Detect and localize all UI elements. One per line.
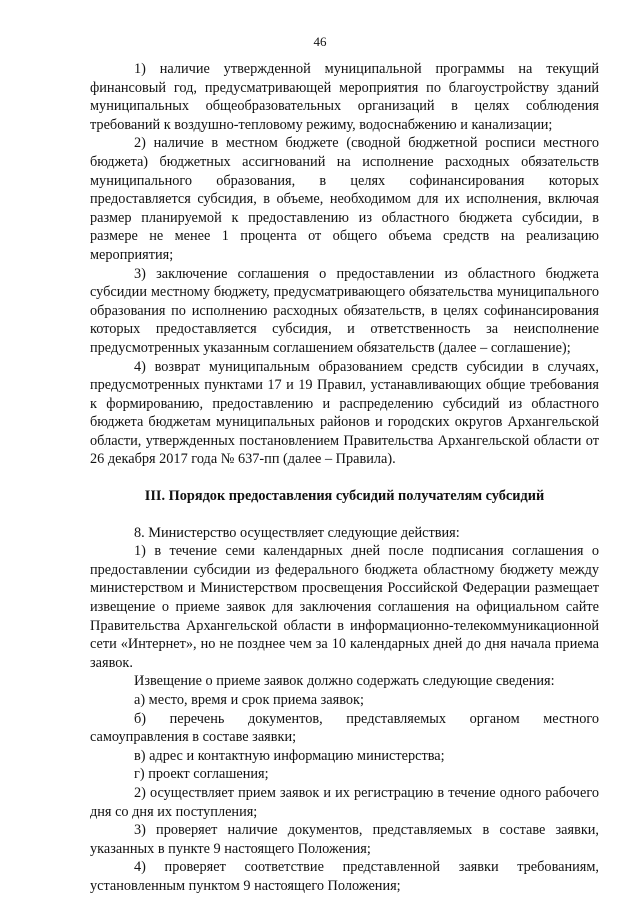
paragraph-item-8: 8. Министерство осуществляет следующие действия:: [134, 524, 460, 541]
paragraph-condition-4: 4) возврат муниципальным образованием средств субсидии в случаях, предусмотренных пунктами 17 и 19 Правил, устанавливающих общие требования к формированию, предоставлению и распределению субсидий из областного бюджета бюджетам муниципальных районов и городских округов Архангельской области, утвержденных постановлением Правительства Архангельской области от 26 декабря 2017 года № 637-пп (далее – Правила).: [90, 358, 599, 468]
paragraph-notice-b: б) перечень документов, представляемых органом местного самоуправления в составе заявки;: [90, 710, 599, 746]
page-number: 46: [313, 34, 327, 49]
paragraph-notice-intro: Извещение о приеме заявок должно содержать следующие сведения:: [134, 673, 555, 690]
section-heading: III. Порядок предоставления субсидий получателям субсидий: [144, 488, 545, 505]
paragraph-notice-a: а) место, время и срок приема заявок;: [134, 692, 364, 708]
paragraph-action-3: 3) проверяет наличие документов, представляемых в составе заявки, указанных в пункте 9 настоящего Положения;: [90, 822, 599, 857]
paragraph-condition-2: 2) наличие в местном бюджете (сводной бюджетной росписи местного бюджета) бюджетных ассигнований на исполнение расходных обязательств муниципального образования, в целях софинансирования которых предоставляется субсидия, в объеме, необходимом для их исполнения, включая размер планируемой к предоставлению из областного бюджета субсидии, в размере не менее 1 процента от общего объема средств на реализацию мероприятия;: [90, 135, 599, 263]
paragraph-notice-v: в) адрес и контактную информацию министерства;: [134, 747, 445, 764]
paragraph-action-4: 4) проверяет соответствие представленной заявки требованиям, установленным пунктом 9 настоящего Положения;: [90, 859, 599, 894]
paragraph-action-1: 1) в течение семи календарных дней после подписания соглашения о предоставлении субсидии из федерального бюджета областному бюджету между министерством и Министерством просвещения Российской Федерации размещает извещение о приеме заявок для заключения соглашения на официальном сайте Правительства Архангельской области в информационно-телекоммуникационной сети «Интернет», но не позднее чем за 10 календарных дней до дня начала приема заявок.: [90, 543, 599, 671]
document-body: [90, 60, 599, 896]
paragraph-notice-g: г) проект соглашения;: [134, 766, 269, 783]
paragraph-action-2: 2) осуществляет прием заявок и их регистрацию в течение одного рабочего дня со дня их поступления;: [90, 784, 599, 820]
paragraph-condition-3: 3) заключение соглашения о предоставлении из областного бюджета субсидии местному бюджету, предусматривающего обязательства муниципального образования по исполнению расходных обязательств, в целях софинансирования которых предоставляется субсидия, и ответственность за неисполнение предусмотренных указанным соглашением обязательств (далее – соглашение);: [90, 265, 599, 356]
paragraph-condition-1: 1) наличие утвержденной муниципальной программы на текущий финансовый год, предусматривающей мероприятия по благоустройству зданий муниципальных общеобразовательных организаций в целях соблюдения требований к воздушно-тепловому режиму, водоснабжению и канализации;: [90, 61, 599, 133]
